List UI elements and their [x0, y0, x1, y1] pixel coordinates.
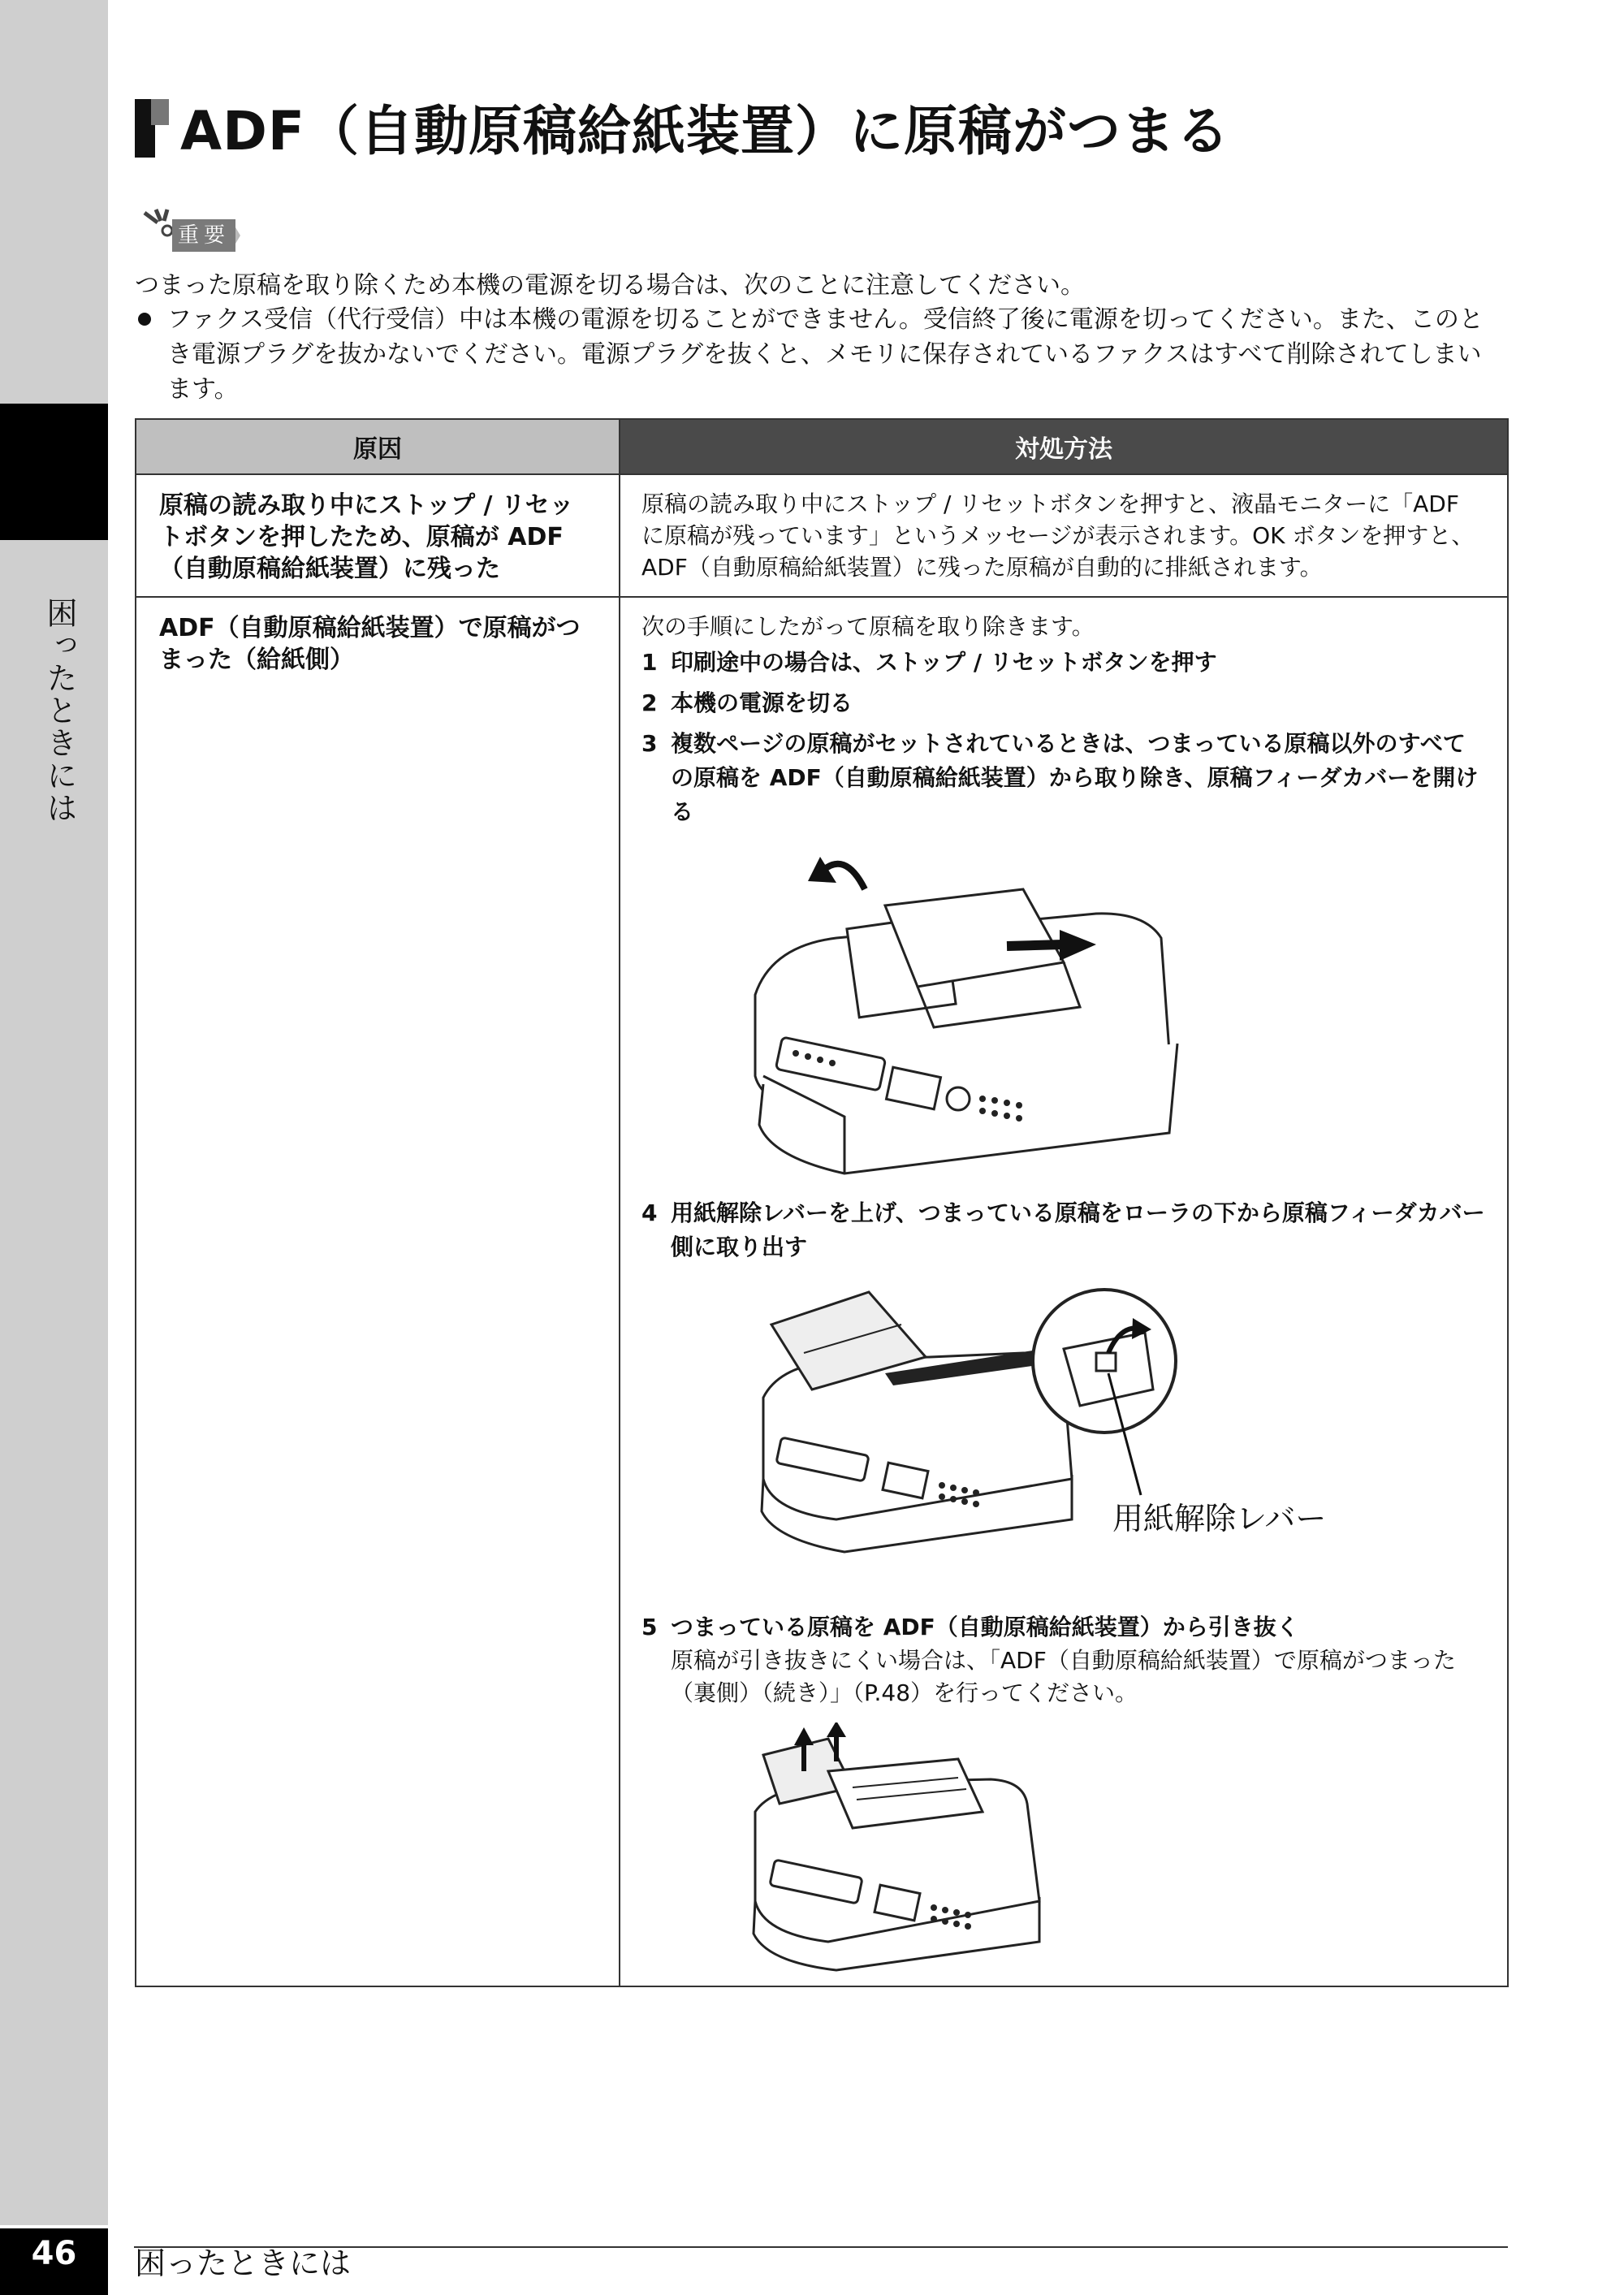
row1-solution: 原稿の読み取り中にストップ / リセットボタンを押すと、液晶モニターに「ADF に原稿が残っています」というメッセージが表示されます。OK ボタンを押すと、ADF（自動原稿給紙装置）に残った原稿が自動的に排紙されます。 — [620, 474, 1508, 597]
intro-text: つまった原稿を取り除くため本機の電源を切る場合は、次のことに注意してください。 — [135, 271, 1085, 300]
bullet-note: ファクス受信（代行受信）中は本機の電源を切ることができません。受信終了後に電源を切ってください。また、このとき電源プラグを抜かないでください。電源プラグを抜くと、メモリに保存されているファクスはすべて削除されてしまいます。 — [167, 305, 1484, 404]
illustration-release-lever-block — [641, 1276, 1486, 1560]
step-5: 5 つまっている原稿を ADF（自動原稿給紙装置）から引き抜く — [641, 1614, 1299, 1640]
lever-label: 用紙解除レバー — [1112, 1501, 1327, 1536]
header-solution: 対処方法 — [620, 419, 1508, 474]
side-band — [0, 0, 108, 2225]
sidebar-section-title: 困ったときには — [41, 597, 77, 824]
footer-section-title: 困ったときには — [135, 2245, 352, 2281]
row2-lead: 次の手順にしたがって原稿を取り除きます。 — [641, 613, 1095, 640]
page-title: ADF（自動原稿給紙装置）に原稿がつまる — [180, 100, 1230, 162]
row1-cause: 原稿の読み取り中にストップ / リセットボタンを押したため、原稿が ADF（自動原稿給紙装置）に残った — [136, 474, 620, 597]
row2-solution — [620, 597, 1508, 1986]
important-label: 重要 — [172, 219, 235, 252]
step-1: 1 印刷途中の場合は、ストップ / リセットボタンを押す — [641, 649, 1217, 676]
step-5-note: 原稿が引き抜きにくい場合は、「ADF（自動原稿給紙装置）で原稿がつまった（裏側）（続き）」（P.48）を行ってください。 — [671, 1647, 1456, 1706]
troubleshooting-table — [135, 418, 1509, 1987]
step-2: 2 本機の電源を切る — [641, 689, 853, 716]
illustration-release-lever — [641, 1276, 1486, 1560]
step-3: 3 複数ページの原稿がセットされているときは、つまっている原稿以外のすべての原稿を ADF（自動原稿給紙装置）から取り除き、原稿フィーダカバーを開ける — [641, 730, 1479, 825]
illustration-open-feeder-cover — [641, 841, 1486, 1182]
page-number: 46 — [31, 2235, 77, 2272]
bullet-dot — [138, 313, 151, 326]
side-tab-marker — [0, 404, 108, 540]
header-cause: 原因 — [136, 419, 620, 474]
illustration-pull-document — [641, 1722, 1486, 1974]
step-4: 4 用紙解除レバーを上げ、つまっている原稿をローラの下から原稿フィーダカバー側に取り出す — [641, 1199, 1485, 1260]
row2-cause: ADF（自動原稿給紙装置）で原稿がつまった（給紙側） — [136, 597, 620, 1986]
title-marker-accent — [151, 99, 169, 125]
